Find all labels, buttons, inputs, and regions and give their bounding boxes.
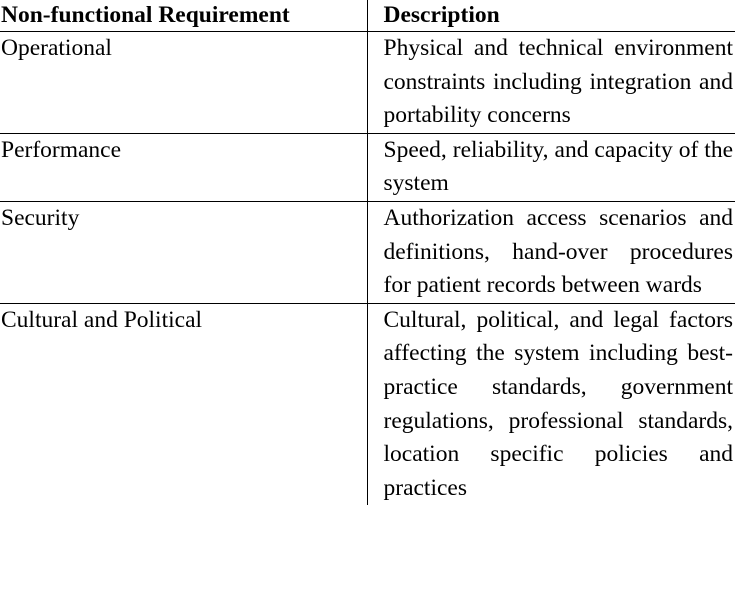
requirement-description: Physical and technical environment constraints including integration and portability concerns <box>367 32 735 134</box>
table-row <box>0 303 735 505</box>
requirement-description: Cultural, political, and legal factors affecting the system including best-practice standards, government regulations, professional standards, location specific policies and practices <box>367 303 735 505</box>
table-row <box>0 32 735 134</box>
header-requirement: Non-functional Requirement <box>0 0 367 32</box>
header-description: Description <box>367 0 735 32</box>
requirement-name: Cultural and Political <box>0 303 367 505</box>
requirement-name: Security <box>0 201 367 303</box>
requirement-name: Operational <box>0 32 367 134</box>
requirement-description: Authorization access scenarios and definitions, hand-over procedures for patient records between wards <box>367 201 735 303</box>
table-header-row <box>0 0 735 32</box>
table-row <box>0 133 735 201</box>
requirement-description: Speed, reliability, and capacity of the system <box>367 133 735 201</box>
table-row <box>0 201 735 303</box>
requirement-name: Performance <box>0 133 367 201</box>
